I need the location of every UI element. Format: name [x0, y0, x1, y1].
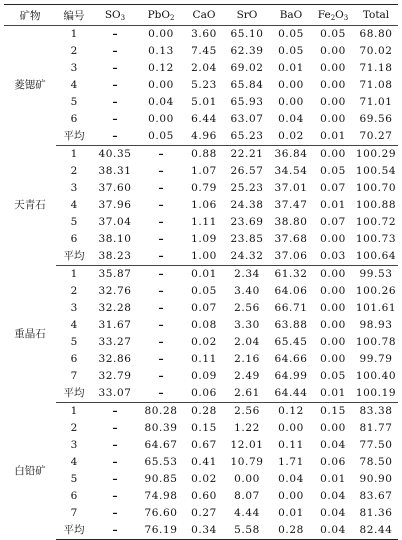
header-pbo2 — [138, 5, 184, 26]
total-value: 100.40 — [355, 370, 397, 382]
cao-value: 5.01 — [191, 96, 217, 108]
so3-value: – — [92, 522, 138, 540]
bao-value: 36.84 — [274, 148, 308, 160]
table-row — [4, 94, 398, 111]
sro-value: 2.04 — [234, 336, 260, 348]
bao-value: 61.32 — [274, 268, 308, 280]
pbo2-value: 0.13 — [148, 45, 174, 57]
fe2o3-value: 0.00 — [320, 233, 346, 245]
fe2o3-value: 0.00 — [320, 96, 346, 108]
cao-value: 0.88 — [191, 148, 217, 160]
so3-value: 32.86 — [98, 353, 132, 365]
total-value: 83.38 — [359, 405, 393, 417]
mineral-composition-table — [4, 4, 398, 540]
header-no: 编号 — [56, 5, 92, 26]
row-no: 6 — [70, 233, 78, 245]
fe2o3-value: 0.04 — [312, 522, 354, 540]
total-value: 100.70 — [355, 182, 397, 194]
sro-value: 2.56 — [234, 302, 260, 314]
bao-value: 64.99 — [274, 370, 308, 382]
pbo2-value: – — [158, 233, 164, 245]
cao-value: 1.00 — [184, 248, 224, 266]
bao-value: 38.80 — [274, 216, 308, 228]
sro-value: 62.39 — [230, 45, 264, 57]
fe2o3-value: 0.05 — [320, 165, 346, 177]
sro-value: 1.22 — [234, 422, 260, 434]
total-value: 81.77 — [359, 422, 393, 434]
table-row — [4, 437, 398, 454]
table-row — [4, 197, 398, 214]
total-value: 101.61 — [355, 302, 397, 314]
sro-value: 0.00 — [234, 473, 260, 485]
fe2o3-value: 0.00 — [320, 285, 346, 297]
row-no: 1 — [70, 405, 78, 417]
header-fe2o3 — [312, 5, 354, 26]
sro-value: 65.84 — [230, 79, 264, 91]
fe2o3-value: 0.05 — [320, 370, 346, 382]
so3-value: – — [112, 28, 118, 40]
fe2o3-value: 0.01 — [320, 473, 346, 485]
total-value: 100.73 — [355, 233, 397, 245]
so3-value: – — [112, 473, 118, 485]
header-pbo2-sub: 2 — [169, 13, 175, 22]
header-pbo2-base: PbO — [147, 8, 170, 21]
pbo2-value: 65.53 — [144, 456, 178, 468]
header-row — [4, 5, 398, 26]
cao-value: 2.04 — [191, 62, 217, 74]
header-fe2o3-b: 2 — [330, 13, 336, 22]
table-row — [4, 77, 398, 94]
fe2o3-value: 0.01 — [312, 385, 354, 403]
cao-value: 0.02 — [191, 473, 217, 485]
bao-value: 37.01 — [274, 182, 308, 194]
so3-value: 33.07 — [92, 385, 138, 403]
cao-value: 0.05 — [191, 285, 217, 297]
row-no: 6 — [70, 353, 78, 365]
row-no: 2 — [70, 285, 78, 297]
header-mineral: 矿物 — [4, 5, 56, 26]
sro-value: 2.61 — [224, 385, 270, 403]
table-row — [4, 163, 398, 180]
fe2o3-value: 0.00 — [320, 422, 346, 434]
total-value: 71.18 — [359, 62, 393, 74]
header-fe2o3-a: Fe — [317, 8, 331, 21]
table-row — [4, 180, 398, 197]
fe2o3-value: 0.03 — [312, 248, 354, 266]
sro-value: 65.93 — [230, 96, 264, 108]
bao-value: 64.06 — [274, 285, 308, 297]
pbo2-value: 74.98 — [144, 490, 178, 502]
mineral-name: 菱锶矿 — [14, 79, 46, 92]
row-no: 5 — [70, 336, 78, 348]
cao-value: 0.01 — [191, 268, 217, 280]
mineral-group — [4, 266, 398, 403]
so3-value: 37.60 — [98, 182, 132, 194]
cao-value: 0.28 — [191, 405, 217, 417]
pbo2-value: – — [158, 148, 164, 160]
fe2o3-value: 0.00 — [320, 353, 346, 365]
total-value: 71.08 — [359, 79, 393, 91]
bao-value: 37.68 — [274, 233, 308, 245]
table-row — [4, 317, 398, 334]
cao-value: 1.11 — [191, 216, 217, 228]
table-row — [4, 128, 398, 146]
table-row — [4, 522, 398, 540]
table-row — [4, 214, 398, 231]
cao-value: 6.44 — [191, 113, 217, 125]
row-no: 6 — [70, 490, 78, 502]
mineral-group — [4, 26, 398, 146]
header-bao: BaO — [270, 5, 312, 26]
fe2o3-value: 0.00 — [320, 79, 346, 91]
pbo2-value: – — [158, 268, 164, 280]
fe2o3-value: 0.00 — [320, 302, 346, 314]
sro-value: 23.85 — [230, 233, 264, 245]
fe2o3-value: 0.00 — [320, 148, 346, 160]
total-value: 100.54 — [355, 165, 397, 177]
sro-value: 10.79 — [230, 456, 264, 468]
total-value: 69.56 — [359, 113, 393, 125]
pbo2-value: 80.39 — [144, 422, 178, 434]
so3-value: 32.76 — [98, 285, 132, 297]
table-row — [4, 266, 398, 284]
pbo2-value: – — [158, 353, 164, 365]
so3-value: – — [112, 490, 118, 502]
so3-value: 35.87 — [98, 268, 132, 280]
cao-value: 0.60 — [191, 490, 217, 502]
header-so3-base: SO — [104, 8, 121, 21]
cao-value: 0.15 — [191, 422, 217, 434]
total-value: 77.50 — [359, 439, 393, 451]
sro-value: 2.56 — [234, 405, 260, 417]
row-no: 平均 — [56, 128, 92, 146]
row-no: 3 — [70, 62, 78, 74]
pbo2-value: – — [158, 319, 164, 331]
fe2o3-value: 0.01 — [312, 128, 354, 146]
pbo2-value: 0.00 — [148, 113, 174, 125]
fe2o3-value: 0.00 — [320, 336, 346, 348]
bao-value: 0.00 — [278, 79, 304, 91]
row-no: 6 — [70, 113, 78, 125]
sro-value: 23.69 — [230, 216, 264, 228]
pbo2-value: – — [158, 182, 164, 194]
pbo2-value: – — [138, 385, 184, 403]
so3-value: – — [112, 79, 118, 91]
total-value: 82.44 — [354, 522, 398, 540]
bao-value: 0.12 — [278, 405, 304, 417]
cao-value: 1.06 — [191, 199, 217, 211]
bao-value: 0.04 — [278, 113, 304, 125]
sro-value: 65.10 — [230, 28, 264, 40]
total-value: 100.78 — [355, 336, 397, 348]
cao-value: 7.45 — [191, 45, 217, 57]
so3-value: – — [112, 456, 118, 468]
bao-value: 0.05 — [278, 45, 304, 57]
cao-value: 0.67 — [191, 439, 217, 451]
bao-value: 34.54 — [274, 165, 308, 177]
mineral-name: 天青石 — [14, 199, 46, 211]
cao-value: 0.02 — [191, 336, 217, 348]
so3-value: – — [92, 128, 138, 146]
row-no: 平均 — [56, 385, 92, 403]
cao-value: 5.23 — [191, 79, 217, 91]
pbo2-value: – — [158, 302, 164, 314]
so3-value: 38.10 — [98, 233, 132, 245]
bao-value: 0.02 — [270, 128, 312, 146]
sro-value: 12.01 — [230, 439, 264, 451]
table-row — [4, 248, 398, 266]
header-so3-sub: 3 — [120, 13, 126, 22]
table-row — [4, 368, 398, 385]
so3-value: 33.27 — [98, 336, 132, 348]
table-row — [4, 60, 398, 77]
pbo2-value: 0.00 — [148, 28, 174, 40]
bao-value: 0.11 — [278, 439, 304, 451]
row-no: 5 — [70, 473, 78, 485]
pbo2-value: 0.00 — [148, 79, 174, 91]
bao-value: 0.01 — [278, 62, 304, 74]
table-row — [4, 146, 398, 164]
row-no: 平均 — [56, 522, 92, 540]
row-no: 2 — [70, 422, 78, 434]
sro-value: 63.07 — [230, 113, 264, 125]
bao-value: 1.71 — [278, 456, 304, 468]
cao-value: 0.09 — [191, 370, 217, 382]
row-no: 4 — [70, 79, 78, 91]
pbo2-value: 90.85 — [144, 473, 178, 485]
fe2o3-value: 0.05 — [320, 28, 346, 40]
so3-value: – — [112, 405, 118, 417]
total-value: 70.27 — [354, 128, 398, 146]
pbo2-value: – — [158, 199, 164, 211]
so3-value: 32.28 — [98, 302, 132, 314]
total-value: 100.29 — [355, 148, 397, 160]
header-fe2o3-d: 3 — [343, 13, 349, 22]
row-no: 5 — [70, 96, 78, 108]
total-value: 98.93 — [359, 319, 393, 331]
so3-value: – — [112, 422, 118, 434]
row-no: 3 — [70, 302, 78, 314]
so3-value: – — [112, 113, 118, 125]
cao-value: 0.27 — [191, 507, 217, 519]
cao-value: 0.41 — [191, 456, 217, 468]
bao-value: 0.05 — [278, 28, 304, 40]
sro-value: 4.44 — [234, 507, 260, 519]
bao-value: 64.66 — [274, 353, 308, 365]
row-no: 平均 — [56, 248, 92, 266]
row-no: 4 — [70, 456, 78, 468]
total-value: 100.88 — [355, 199, 397, 211]
row-no: 5 — [70, 216, 78, 228]
fe2o3-value: 0.15 — [320, 405, 346, 417]
total-value: 81.36 — [359, 507, 393, 519]
cao-value: 1.09 — [191, 233, 217, 245]
total-value: 83.67 — [359, 490, 393, 502]
so3-value: – — [112, 62, 118, 74]
pbo2-value: 76.19 — [138, 522, 184, 540]
so3-value: – — [112, 507, 118, 519]
fe2o3-value: 0.04 — [320, 490, 346, 502]
table-row — [4, 111, 398, 128]
header-so3 — [92, 5, 138, 26]
table-row — [4, 283, 398, 300]
fe2o3-value: 0.00 — [320, 62, 346, 74]
sro-value: 5.58 — [224, 522, 270, 540]
so3-value: – — [112, 96, 118, 108]
pbo2-value: 0.04 — [148, 96, 174, 108]
header-total: Total — [354, 5, 398, 26]
cao-value: 4.96 — [184, 128, 224, 146]
row-no: 3 — [70, 439, 78, 451]
fe2o3-value: 0.00 — [320, 113, 346, 125]
table-row — [4, 420, 398, 437]
pbo2-value: – — [158, 285, 164, 297]
table-row — [4, 231, 398, 248]
mineral-composition-table-wrap — [4, 4, 398, 540]
fe2o3-value: 0.00 — [320, 268, 346, 280]
total-value: 100.64 — [354, 248, 398, 266]
cao-value: 0.34 — [184, 522, 224, 540]
row-no: 7 — [70, 507, 78, 519]
table-row — [4, 488, 398, 505]
bao-value: 0.01 — [278, 507, 304, 519]
so3-value: 38.31 — [98, 165, 132, 177]
row-no: 1 — [70, 268, 78, 280]
bao-value: 0.00 — [278, 490, 304, 502]
pbo2-value: 80.28 — [144, 405, 178, 417]
total-value: 71.01 — [359, 96, 393, 108]
pbo2-value: – — [158, 370, 164, 382]
so3-value: 31.67 — [98, 319, 132, 331]
cao-value: 0.79 — [191, 182, 217, 194]
table-header — [4, 5, 398, 26]
so3-value: 37.04 — [98, 216, 132, 228]
bao-value: 66.71 — [274, 302, 308, 314]
sro-value: 8.07 — [234, 490, 260, 502]
sro-value: 65.23 — [224, 128, 270, 146]
bao-value: 63.88 — [274, 319, 308, 331]
table-row — [4, 351, 398, 368]
pbo2-value: – — [138, 248, 184, 266]
sro-value: 3.30 — [234, 319, 260, 331]
total-value: 70.02 — [359, 45, 393, 57]
so3-value: 32.79 — [98, 370, 132, 382]
sro-value: 2.16 — [234, 353, 260, 365]
pbo2-value: 64.67 — [144, 439, 178, 451]
sro-value: 2.34 — [234, 268, 260, 280]
row-no: 4 — [70, 199, 78, 211]
sro-value: 22.21 — [230, 148, 264, 160]
fe2o3-value: 0.00 — [320, 319, 346, 331]
bao-value: 37.06 — [270, 248, 312, 266]
header-cao: CaO — [184, 5, 224, 26]
fe2o3-value: 0.04 — [320, 439, 346, 451]
pbo2-value: – — [158, 165, 164, 177]
sro-value: 26.57 — [230, 165, 264, 177]
row-no: 1 — [70, 28, 78, 40]
mineral-name: 重晶石 — [14, 327, 46, 340]
so3-value: 40.35 — [98, 148, 132, 160]
sro-value: 69.02 — [230, 62, 264, 74]
mineral-group — [4, 403, 398, 540]
sro-value: 3.40 — [234, 285, 260, 297]
pbo2-value: 0.05 — [138, 128, 184, 146]
fe2o3-value: 0.06 — [320, 456, 346, 468]
table-row — [4, 385, 398, 403]
bao-value: 37.47 — [274, 199, 308, 211]
total-value: 100.26 — [355, 285, 397, 297]
mineral-name: 白铅矿 — [14, 464, 46, 477]
total-value: 99.53 — [359, 268, 393, 280]
fe2o3-value: 0.07 — [320, 216, 346, 228]
so3-value: – — [112, 45, 118, 57]
table-row — [4, 26, 398, 44]
sro-value: 25.23 — [230, 182, 264, 194]
bao-value: 65.45 — [274, 336, 308, 348]
table-row — [4, 334, 398, 351]
bao-value: 0.04 — [278, 473, 304, 485]
bao-value: 0.00 — [278, 422, 304, 434]
total-value: 68.80 — [359, 28, 393, 40]
pbo2-value: – — [158, 216, 164, 228]
pbo2-value: – — [158, 336, 164, 348]
sro-value: 24.38 — [230, 199, 264, 211]
bao-value: 0.00 — [278, 96, 304, 108]
sro-value: 2.49 — [234, 370, 260, 382]
pbo2-value: 0.12 — [148, 62, 174, 74]
bao-value: 0.28 — [270, 522, 312, 540]
table-row — [4, 43, 398, 60]
bao-value: 64.44 — [270, 385, 312, 403]
header-sro: SrO — [224, 5, 270, 26]
cao-value: 0.08 — [191, 319, 217, 331]
fe2o3-value: 0.01 — [320, 199, 346, 211]
table-row — [4, 471, 398, 488]
row-no: 1 — [70, 148, 78, 160]
fe2o3-value: 0.04 — [320, 507, 346, 519]
row-no: 4 — [70, 319, 78, 331]
cao-value: 3.60 — [191, 28, 217, 40]
pbo2-value: 76.60 — [144, 507, 178, 519]
so3-value: 37.96 — [98, 199, 132, 211]
header-fe2o3-c: O — [335, 8, 344, 21]
fe2o3-value: 0.00 — [320, 45, 346, 57]
sro-value: 24.32 — [224, 248, 270, 266]
row-no: 2 — [70, 165, 78, 177]
mineral-group — [4, 146, 398, 266]
cao-value: 0.07 — [191, 302, 217, 314]
cao-value: 0.06 — [184, 385, 224, 403]
total-value: 78.50 — [359, 456, 393, 468]
table-row — [4, 403, 398, 421]
table-row — [4, 300, 398, 317]
fe2o3-value: 0.07 — [320, 182, 346, 194]
total-value: 99.79 — [359, 353, 393, 365]
total-value: 90.90 — [359, 473, 393, 485]
so3-value: – — [112, 439, 118, 451]
row-no: 7 — [70, 370, 78, 382]
table-row — [4, 505, 398, 522]
row-no: 3 — [70, 182, 78, 194]
table-row — [4, 454, 398, 471]
cao-value: 1.07 — [191, 165, 217, 177]
cao-value: 0.11 — [191, 353, 217, 365]
so3-value: 38.23 — [92, 248, 138, 266]
row-no: 2 — [70, 45, 78, 57]
total-value: 100.19 — [354, 385, 398, 403]
total-value: 100.72 — [355, 216, 397, 228]
